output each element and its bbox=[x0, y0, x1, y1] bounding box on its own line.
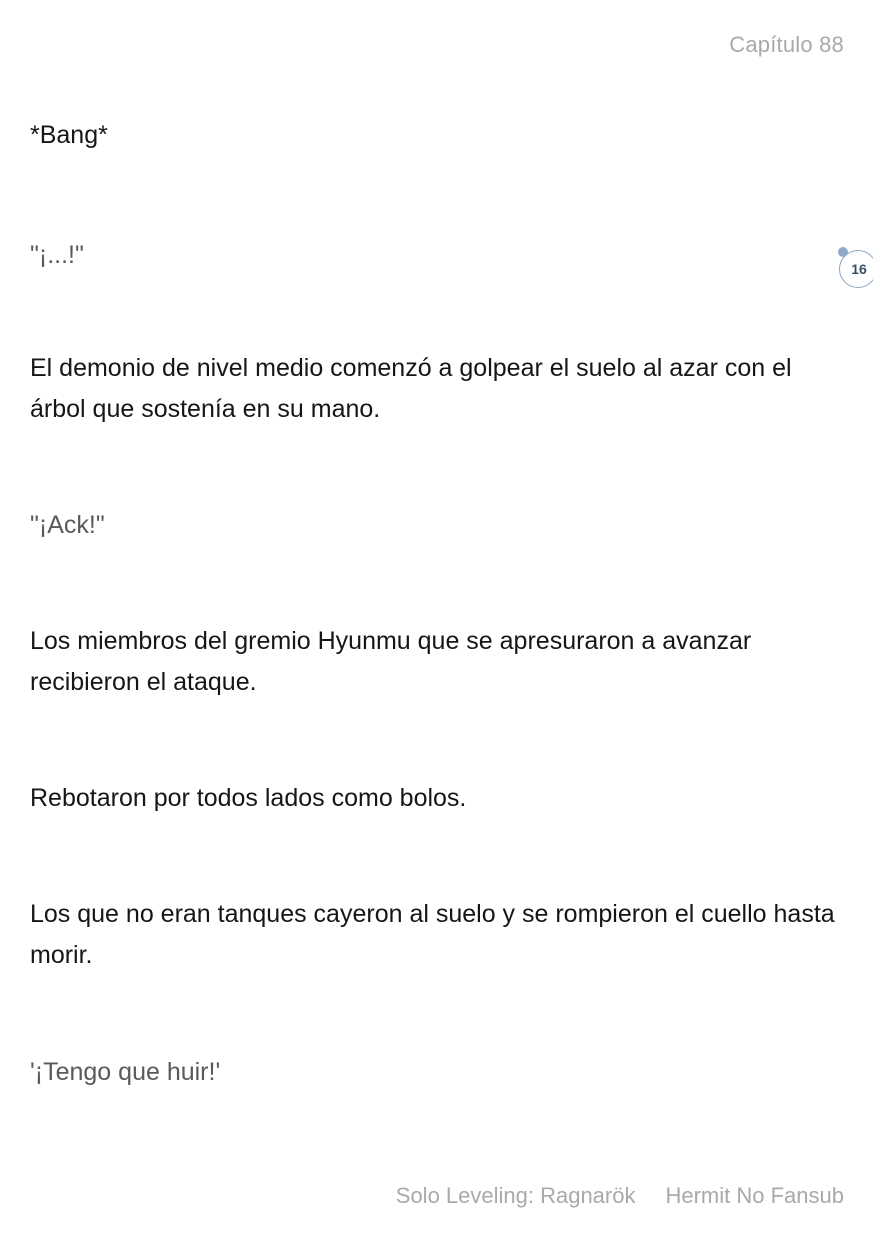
paragraph-dialogue: "¡Ack!" bbox=[30, 511, 105, 539]
paragraph-sound-effect: *Bang* bbox=[30, 121, 108, 149]
page-footer bbox=[396, 1183, 844, 1209]
paragraph-narration: Rebotaron por todos lados como bolos. bbox=[30, 784, 467, 812]
chapter-header: Capítulo 88 bbox=[729, 32, 844, 57]
bookmark-dot-icon bbox=[838, 247, 848, 257]
page-number-badge[interactable] bbox=[839, 250, 873, 288]
paragraph-narration: Los miembros del gremio Hyunmu que se apresuraron a avanzar recibieron el ataque. bbox=[30, 627, 752, 696]
page-number: 16 bbox=[851, 261, 867, 277]
paragraph-thought: '¡Tengo que huir!' bbox=[30, 1058, 221, 1086]
paragraph-narration: El demonio de nivel medio comenzó a golpear el suelo al azar con el árbol que sostenía en su mano. bbox=[30, 354, 792, 423]
paragraph-narration: Los que no eran tanques cayeron al suelo y se rompieron el cuello hasta morir. bbox=[30, 900, 835, 969]
paragraph-dialogue: "¡...!" bbox=[30, 241, 84, 269]
footer-translator: Hermit No Fansub bbox=[665, 1183, 844, 1208]
footer-book-title: Solo Leveling: Ragnarök bbox=[395, 1183, 636, 1208]
